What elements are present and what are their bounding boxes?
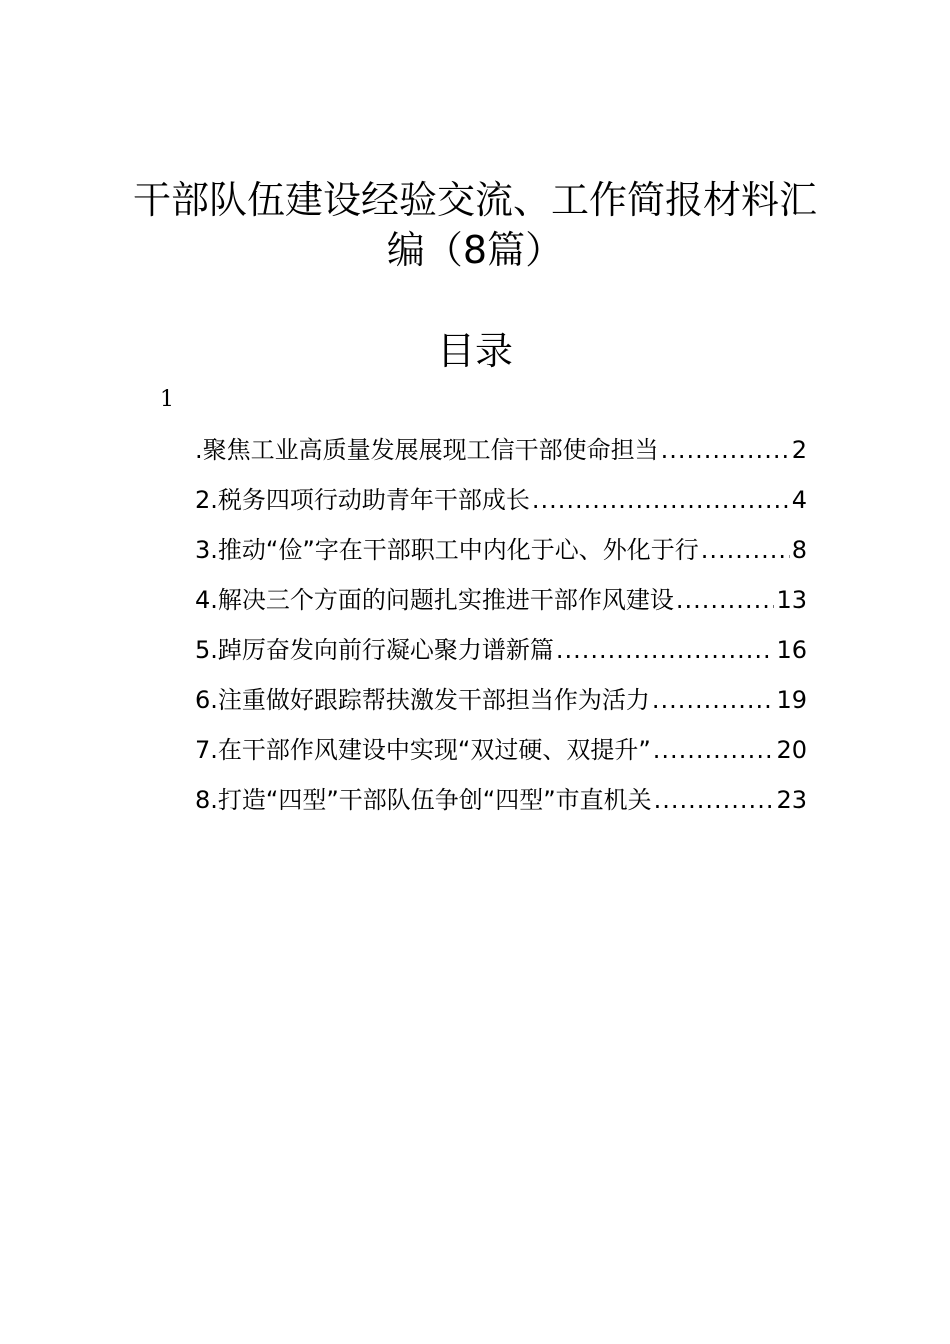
page-marker: 1 [160, 387, 174, 412]
toc-entry-title: 2.税务四项行动助青年干部成长 [195, 486, 530, 514]
toc-leader-dots [659, 425, 790, 475]
toc-heading: 目录 [436, 329, 513, 373]
toc-leader-dots [650, 675, 775, 725]
toc-entry-title: 3.推动“俭”字在干部职工中内化于心、外化于行 [195, 536, 699, 564]
toc-entry[interactable] [195, 775, 807, 825]
table-of-contents [195, 425, 807, 825]
toc-entry[interactable] [195, 525, 807, 575]
toc-leader-dots [699, 525, 790, 575]
toc-entry-page: 8 [791, 536, 807, 564]
toc-entry[interactable] [195, 475, 807, 525]
toc-entry[interactable] [195, 575, 807, 625]
toc-entry[interactable] [195, 675, 807, 725]
toc-leader-dots [652, 775, 775, 825]
toc-leader-dots [554, 625, 775, 675]
toc-entry-page: 4 [791, 486, 807, 514]
toc-entry-page: 20 [776, 736, 807, 764]
toc-entry-title: 8.打造“四型”干部队伍争创“四型”市直机关 [195, 786, 652, 814]
toc-entry-title: 7.在干部作风建设中实现“双过硬、双提升” [195, 736, 651, 764]
toc-entry-title: 4.解决三个方面的问题扎实推进干部作风建设 [195, 586, 674, 614]
toc-entry-title: 5.踔厉奋发向前行凝心聚力谱新篇 [195, 636, 554, 664]
document-title [100, 175, 850, 275]
toc-entry-page: 16 [776, 636, 807, 664]
toc-entry-title: .聚焦工业高质量发展展现工信干部使命担当 [195, 436, 659, 464]
document-title-line-2: 编（8篇） [386, 228, 564, 272]
toc-entry-page: 19 [776, 686, 807, 714]
toc-entry[interactable] [195, 725, 807, 775]
document-title-line-1: 干部队伍建设经验交流、工作简报材料汇 [132, 178, 817, 222]
toc-entry-page: 13 [776, 586, 807, 614]
toc-entry-page: 23 [776, 786, 807, 814]
toc-leader-dots [674, 575, 775, 625]
toc-entry-page: 2 [791, 436, 807, 464]
toc-leader-dots [651, 725, 775, 775]
toc-entry[interactable] [195, 425, 807, 475]
toc-entry[interactable] [195, 625, 807, 675]
toc-entry-title: 6.注重做好跟踪帮扶激发干部担当作为活力 [195, 686, 650, 714]
toc-leader-dots [530, 475, 790, 525]
